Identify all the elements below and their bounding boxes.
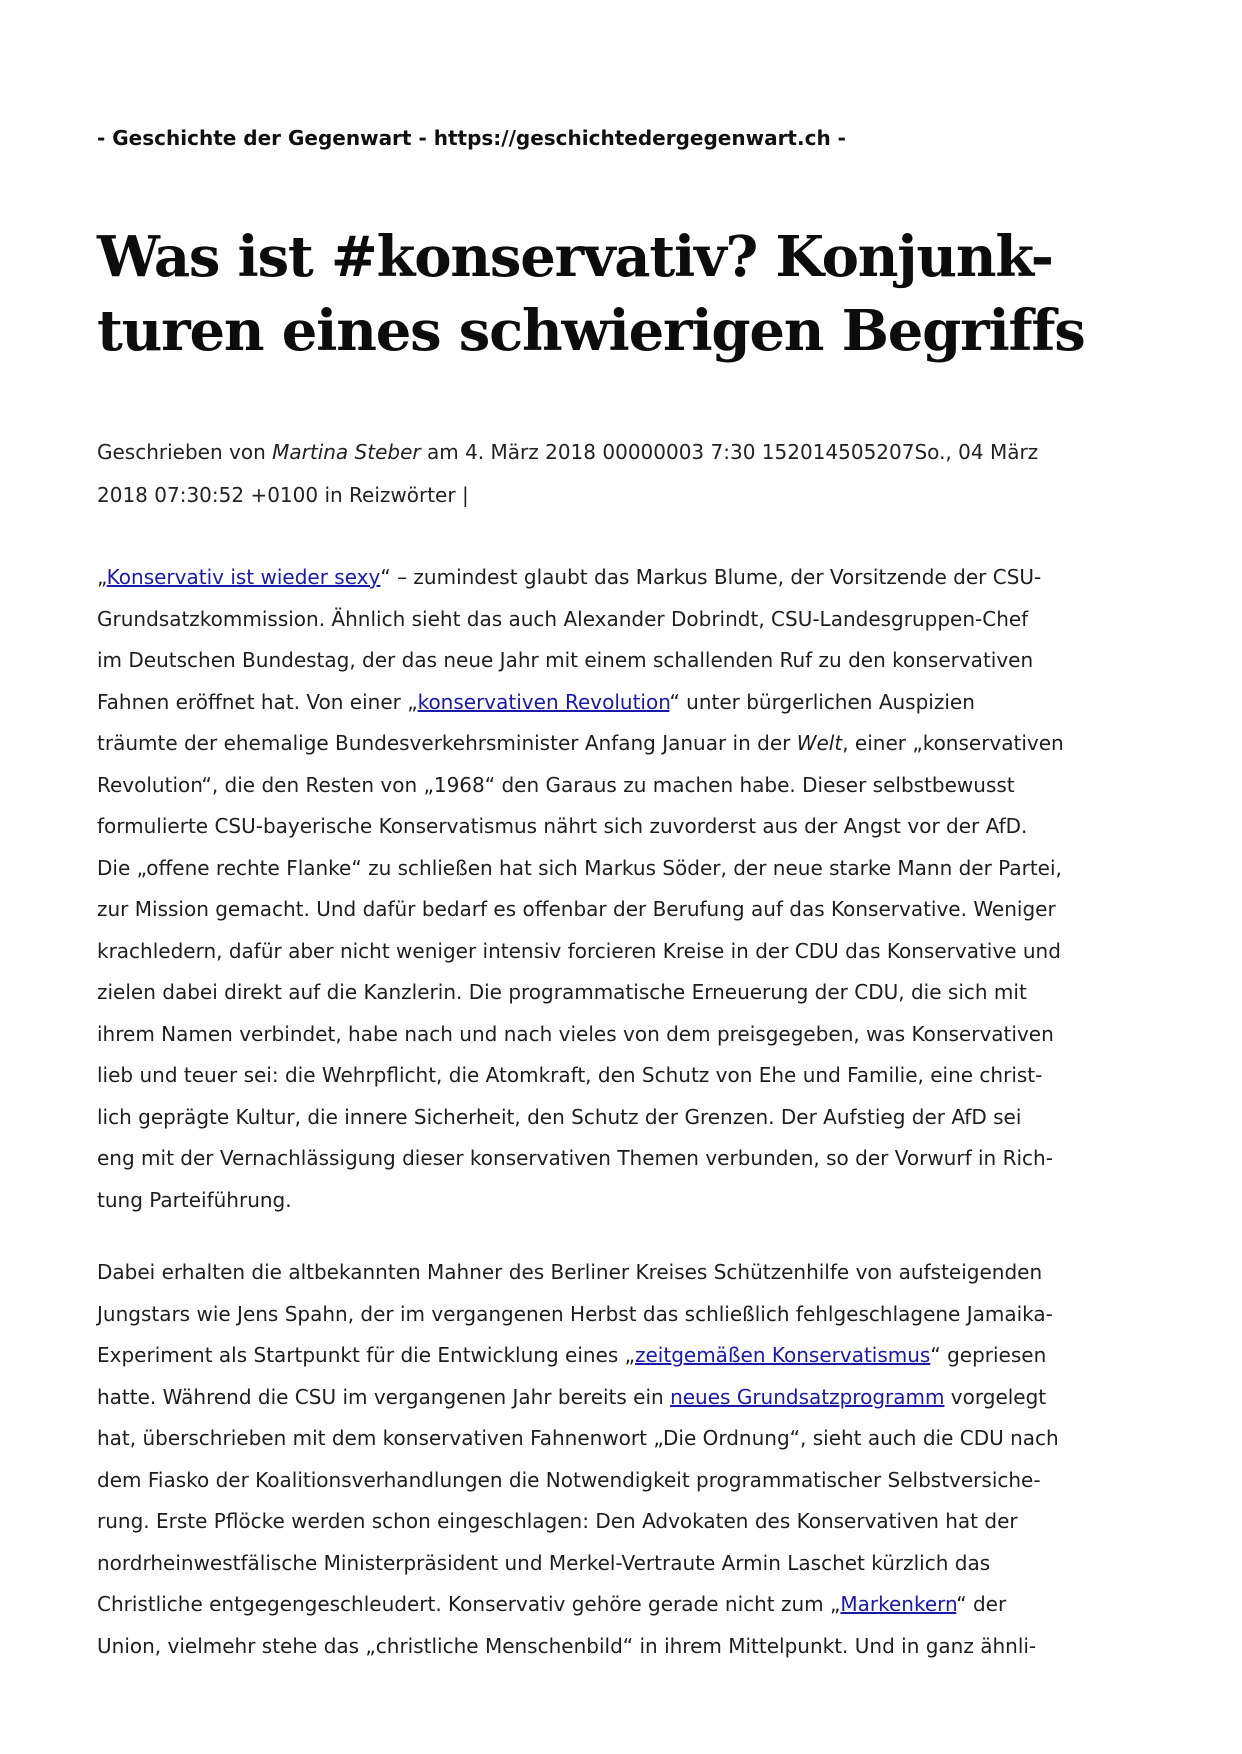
- text-fragment: Experiment als Startpunkt für die Entwicklung eines „: [97, 1343, 635, 1367]
- text-line: [97, 1335, 1147, 1377]
- text-line: ihrem Namen verbindet, habe nach und nach vieles von dem preisgegeben, was Konservativen: [97, 1021, 1054, 1046]
- meta-date: am 4. März 2018 00000003 7:30 152014505207So., 04 März: [420, 440, 1039, 464]
- text-fragment: “ unter bürgerlichen Auspizien: [669, 689, 975, 714]
- text-fragment: , einer „konservativen: [842, 731, 1064, 755]
- text-line: lich geprägte Kultur, die innere Sicherheit, den Schutz der Grenzen. Der Aufstieg der AfD sei: [97, 1104, 1022, 1129]
- text-fragment: hatte. Während die CSU im vergangenen Jahr bereits ein: [97, 1384, 671, 1409]
- text-line: [97, 682, 1147, 724]
- site-header: - Geschichte der Gegenwart - https://geschichtedergegenwart.ch -: [97, 126, 846, 150]
- link-markenkern[interactable]: Markenkern: [840, 1592, 957, 1616]
- link-konservativ-sexy[interactable]: Konservativ ist wieder sexy: [106, 565, 381, 589]
- text-line: eng mit der Vernachlässigung dieser konservativen Themen verbunden, so der Vorwurf in Rich-: [97, 1146, 1053, 1170]
- link-neues-grundsatzprogramm[interactable]: neues Grundsatzprogramm: [670, 1384, 945, 1409]
- text-line: Dabei erhalten die altbekannten Mahner des Berliner Kreises Schützenhilfe von aufsteigenden: [97, 1260, 1043, 1284]
- text-fragment: Fahnen eröffnet hat. Von einer „: [97, 689, 418, 714]
- title-line: Was ist #konservativ? Konjunk-: [97, 224, 1053, 290]
- text-line: lieb und teuer sei: die Wehrpflicht, die Atomkraft, den Schutz von Ehe und Familie, eine christ-: [97, 1063, 1043, 1087]
- document-page: [97, 126, 1147, 1667]
- text-line: hat, überschrieben mit dem konservativen Fahnenwort „Die Ordnung“, sieht auch die CDU nach: [97, 1426, 1059, 1450]
- text-line: Grundsatzkommission. Ähnlich sieht das auch Alexander Dobrindt, CSU-Landesgruppen-Chef: [97, 606, 1029, 631]
- meta-line: 2018 07:30:52 +0100 in Reizwörter |: [97, 483, 469, 507]
- paragraph-2: [97, 1252, 1147, 1667]
- text-line: zur Mission gemacht. Und dafür bedarf es offenbar der Berufung auf das Konservative. Weniger: [97, 897, 1056, 921]
- text-line: [97, 723, 1147, 765]
- text-line: Die „offene rechte Flanke“ zu schließen hat sich Markus Söder, der neue starke Mann der Partei,: [97, 855, 1062, 880]
- text-fragment: “ gepriesen: [930, 1343, 1047, 1367]
- text-fragment: träumte der ehemalige Bundesverkehrsminister Anfang Januar in der: [97, 731, 797, 755]
- article-title: [97, 220, 1147, 368]
- text-line: [97, 1584, 1147, 1626]
- paragraph-1: [97, 557, 1147, 1221]
- text-line: zielen dabei direkt auf die Kanzlerin. Die programmatische Erneuerung der CDU, die sich mit: [97, 980, 1027, 1004]
- text-line: tung Parteiführung.: [97, 1187, 292, 1212]
- text-line: rung. Erste Pflöcke werden schon eingeschlagen: Den Advokaten des Konservativen hat der: [97, 1509, 1018, 1533]
- text-line: [97, 557, 1147, 599]
- text-line: Union, vielmehr stehe das „christliche Menschenbild“ in ihrem Mittelpunkt. Und in ganz ähnli-: [97, 1633, 1037, 1658]
- text-fragment: “ – zumindest glaubt das Markus Blume, der Vorsitzende der CSU-: [380, 565, 1042, 589]
- author-name: Martina Steber: [272, 440, 421, 464]
- text-line: formulierte CSU-bayerische Konservatismus nährt sich zuvorderst aus der Angst vor der AfD.: [97, 814, 1028, 838]
- text-fragment: „: [97, 565, 107, 589]
- text-fragment: “ der: [956, 1592, 1007, 1616]
- text-line: Revolution“, die den Resten von „1968“ den Garaus zu machen habe. Dieser selbstbewusst: [97, 772, 1015, 797]
- link-zeitgemaesser-konservatismus[interactable]: zeitgemäßen Konservatismus: [635, 1343, 931, 1367]
- title-line: turen eines schwierigen Begriffs: [97, 298, 1085, 364]
- link-konservative-revolution[interactable]: konservativen Revolution: [417, 689, 670, 714]
- text-line: dem Fiasko der Koalitionsverhandlungen die Notwendigkeit programmatischer Selbstversiche-: [97, 1467, 1041, 1492]
- text-line: nordrheinwestfälische Ministerpräsident und Merkel-Vertraute Armin Laschet kürzlich das: [97, 1550, 991, 1575]
- meta-written-by: Geschrieben von: [97, 440, 273, 464]
- text-fragment: vorgelegt: [944, 1384, 1047, 1409]
- article-meta: [97, 431, 1147, 517]
- text-line: [97, 1377, 1147, 1419]
- text-line: Jungstars wie Jens Spahn, der im vergangenen Herbst das schließlich fehlgeschlagene Jamaika-: [97, 1301, 1053, 1326]
- text-fragment: Christliche entgegengeschleudert. Konservativ gehöre gerade nicht zum „: [97, 1592, 841, 1616]
- text-line: im Deutschen Bundestag, der das neue Jahr mit einem schallenden Ruf zu den konservativen: [97, 648, 1034, 672]
- text-line: krachledern, dafür aber nicht weniger intensiv forcieren Kreise in der CDU das Konservative und: [97, 938, 1061, 963]
- text-emphasis: Welt: [796, 731, 843, 755]
- meta-line: [97, 431, 1147, 474]
